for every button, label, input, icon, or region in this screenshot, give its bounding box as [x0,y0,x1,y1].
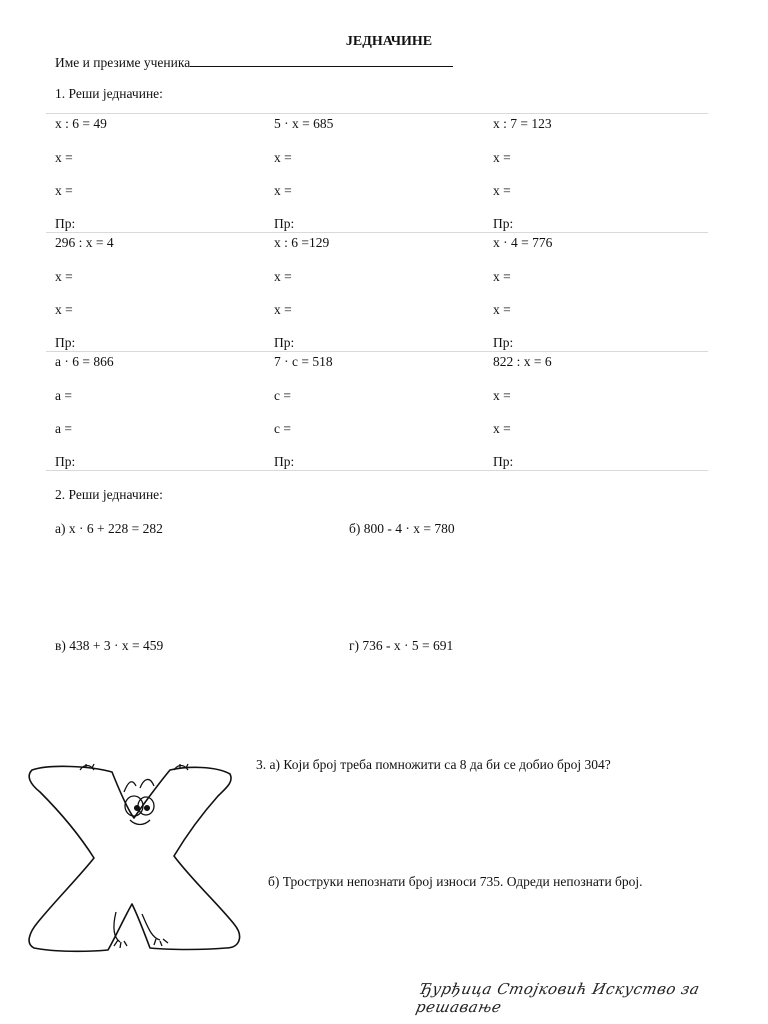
page-title: ЈЕДНАЧИНЕ [345,34,433,49]
equation-row [46,351,708,471]
step-line: x = [55,302,73,317]
task2-equation-d: г) 736 - x · 5 = 691 [349,638,454,653]
task2-equation-c: в) 438 + 3 · x = 459 [55,638,164,653]
task1-equation-grid [46,113,708,471]
step-line: x = [493,183,511,198]
step-line: c = [274,388,291,403]
step-line: x = [274,269,292,284]
step-line: x = [493,421,511,436]
check-label: Пр: [274,216,295,231]
equation-text: x : 7 = 123 [493,116,552,131]
equation-row [46,113,708,232]
equation-text: x : 6 = 49 [55,116,107,131]
step-line: a = [55,388,72,403]
student-name-label: Име и презиме ученика [55,55,191,70]
step-line: x = [274,302,292,317]
step-line: x = [493,302,511,317]
task2-equation-a: а) x · 6 + 228 = 282 [55,521,163,536]
check-label: Пр: [493,335,514,350]
check-label: Пр: [274,454,295,469]
equation-text: x : 6 =129 [274,235,330,250]
step-line: x = [493,269,511,284]
student-name-line [55,52,453,71]
step-line: x = [55,183,73,198]
check-label: Пр: [274,335,295,350]
equation-text: 7 · c = 518 [274,354,333,369]
step-line: x = [55,269,73,284]
name-blank [190,52,453,67]
equation-text: 5 · x = 685 [274,116,334,131]
step-line: x = [274,183,292,198]
step-line: c = [274,421,291,436]
check-label: Пр: [55,335,76,350]
equation-text: 296 : x = 4 [55,235,114,250]
task3-question-b: б) Троструки непознати број износи 735. Одреди непознати број. [268,874,643,889]
check-label: Пр: [55,454,76,469]
equation-text: a · 6 = 866 [55,354,114,369]
task1-heading: 1. Реши једначине: [55,86,163,101]
step-line: x = [493,388,511,403]
step-line: a = [55,421,72,436]
step-line: x = [274,150,292,165]
author-signature: Ђурђица Стојковић Искуство за решавање [414,980,702,1016]
task3-question-a: 3. а) Који број треба помножити са 8 да би се добио број 304? [256,757,611,772]
step-line: x = [55,150,73,165]
check-label: Пр: [493,454,514,469]
equation-text: 822 : x = 6 [493,354,552,369]
check-label: Пр: [493,216,514,231]
check-label: Пр: [55,216,76,231]
equation-text: x · 4 = 776 [493,235,553,250]
task2-heading: 2. Реши једначине: [55,487,163,502]
task2-equation-b: б) 800 - 4 · x = 780 [349,521,455,536]
letter-x-frog-illustration [20,752,252,958]
equation-row [46,232,708,351]
step-line: x = [493,150,511,165]
